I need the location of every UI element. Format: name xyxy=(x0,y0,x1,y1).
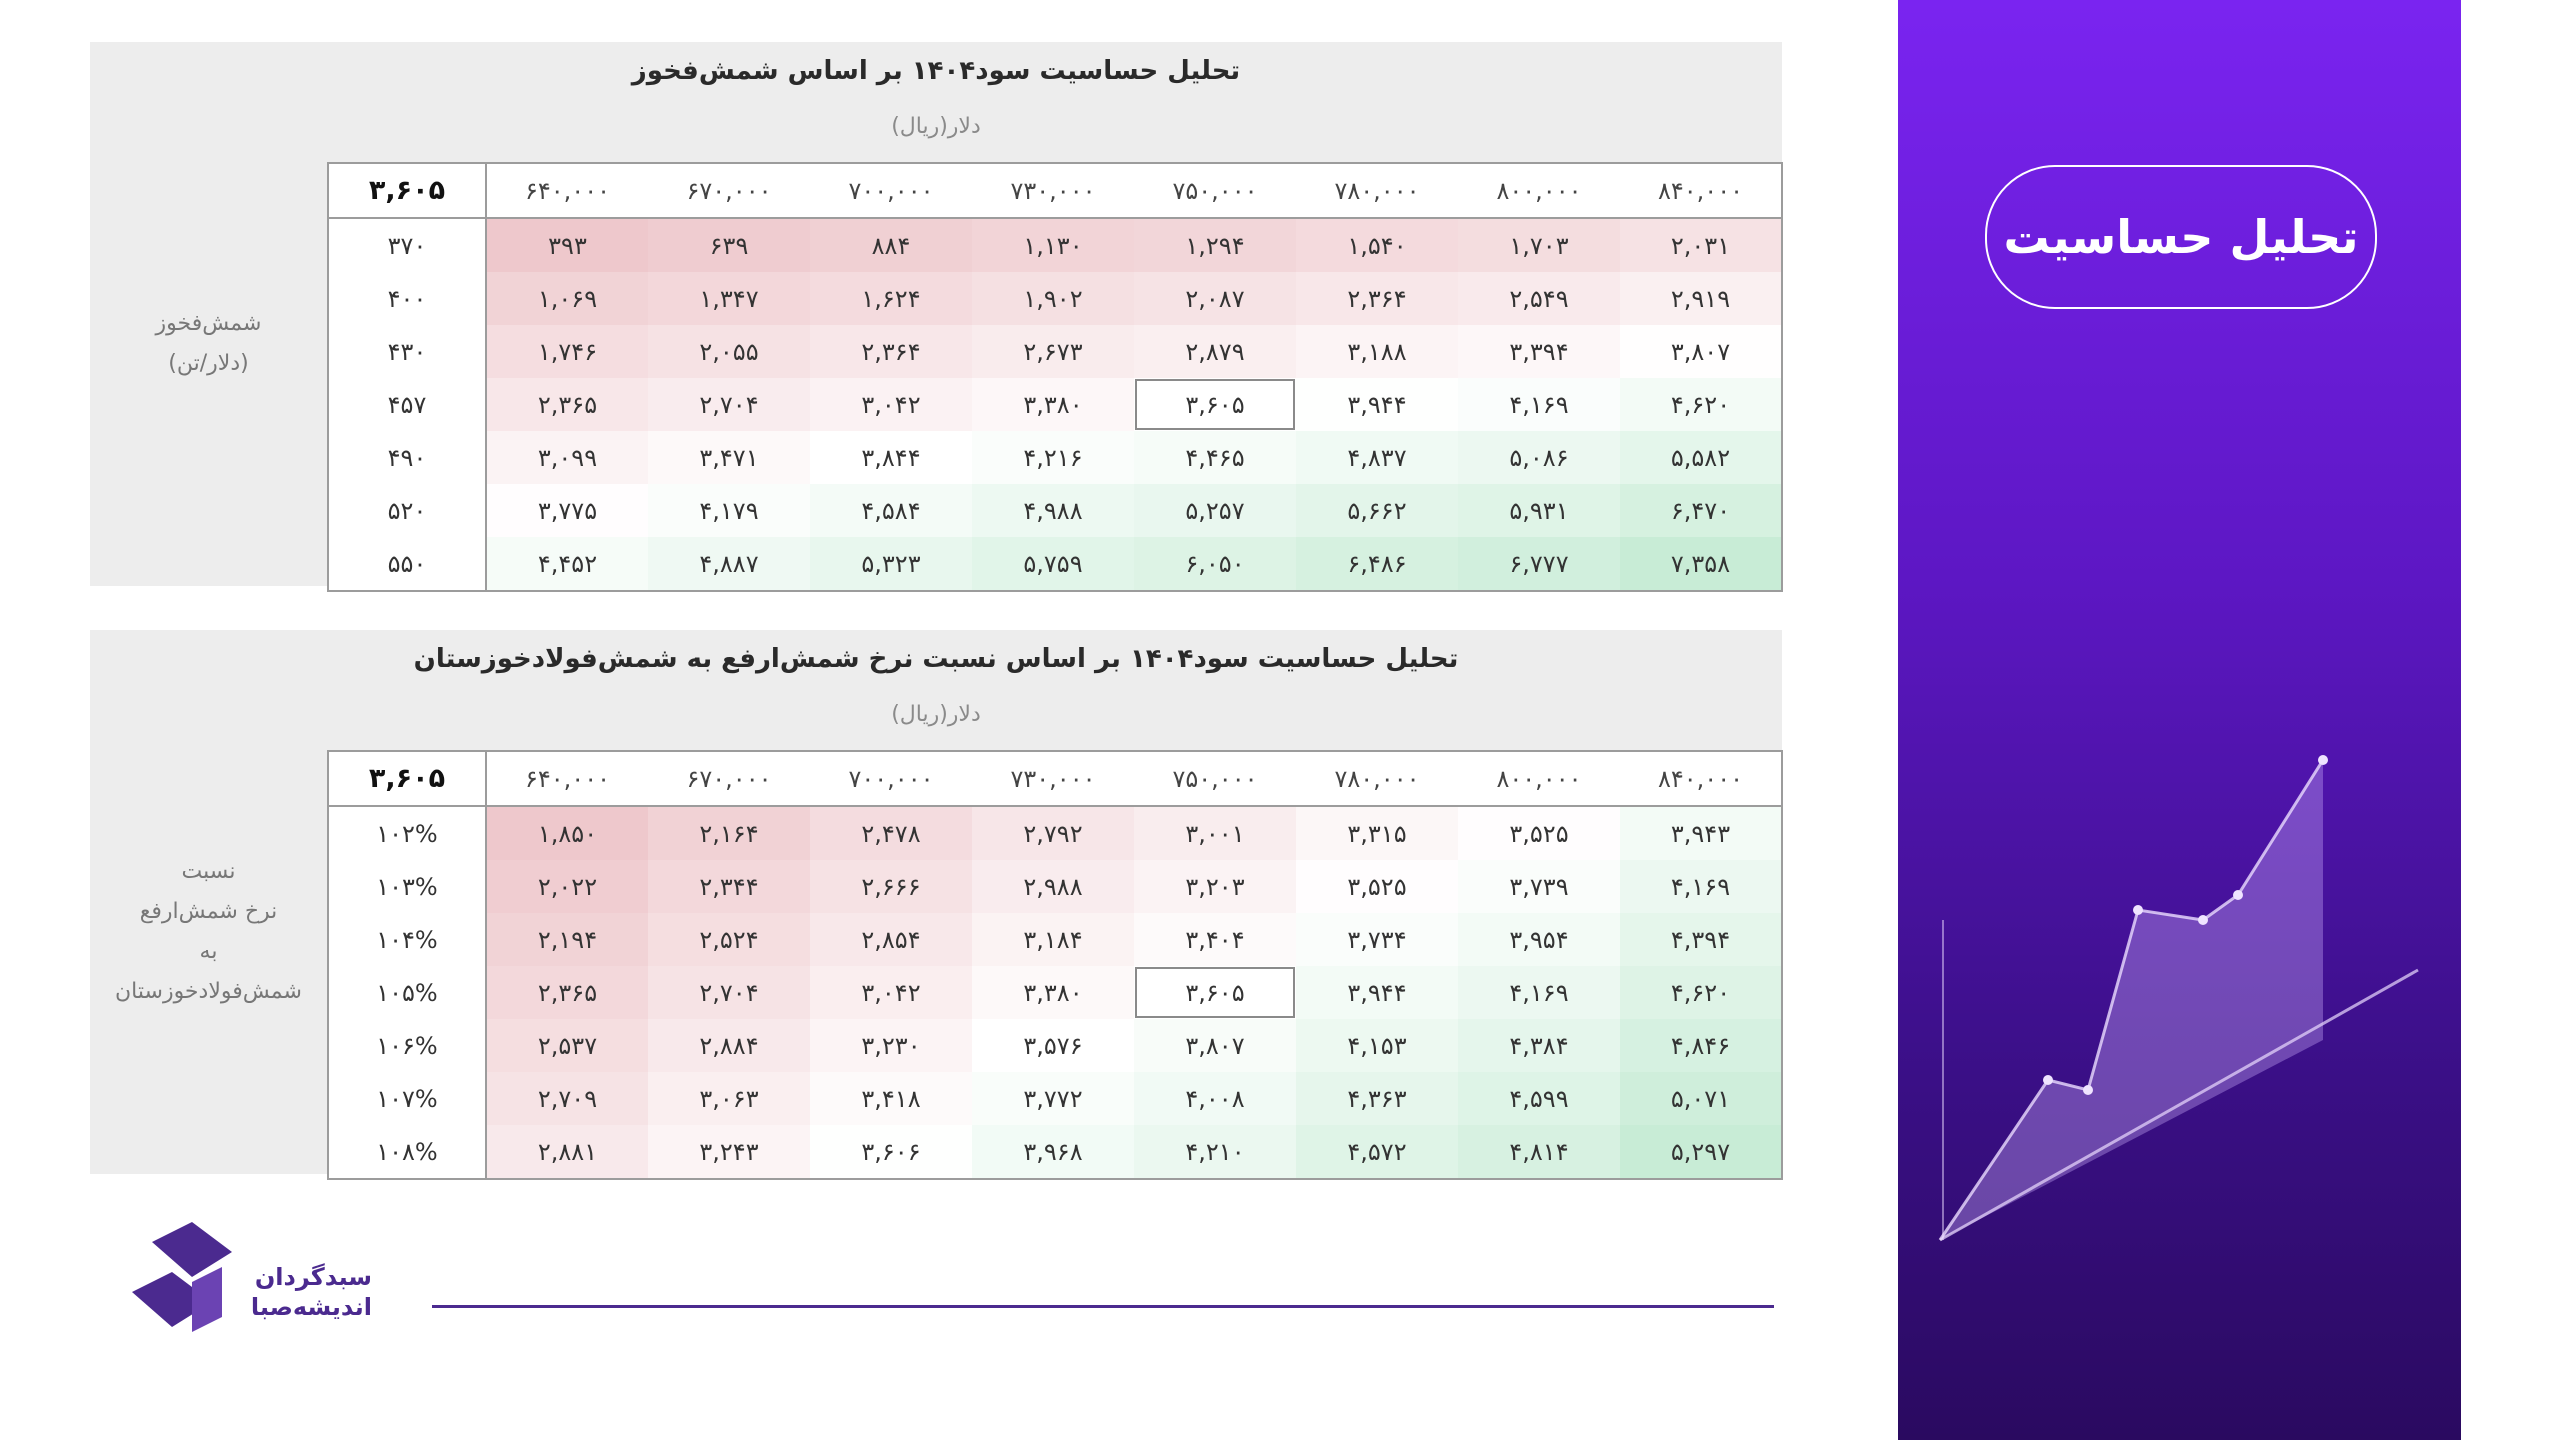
table-row xyxy=(328,378,1782,431)
table1-title: تحلیل حساسیت سود۱۴۰۴ بر اساس شمش‌فخوز xyxy=(631,56,1241,86)
table1-column-header: ۷۵۰,۰۰۰ xyxy=(1134,163,1296,218)
table2-value-cell: ۳,۰۰۱ xyxy=(1134,806,1296,860)
table1-value-cell: ۴,۱۷۹ xyxy=(648,484,810,537)
table2-value-cell: ۳,۹۴۴ xyxy=(1296,966,1458,1019)
logo-line-1: سبدگردان xyxy=(254,1263,372,1291)
table1-value-cell: ۳,۳۹۴ xyxy=(1458,325,1620,378)
table2-value-cell: ۴,۵۹۹ xyxy=(1458,1072,1620,1125)
table-row xyxy=(328,913,1782,966)
table2-value-cell: ۲,۸۸۱ xyxy=(486,1125,648,1179)
table2-value-cell: ۴,۱۶۹ xyxy=(1458,966,1620,1019)
table1-value-cell: ۳,۰۴۲ xyxy=(810,378,972,431)
table1-value-cell: ۵,۵۸۲ xyxy=(1620,431,1782,484)
table1-value-cell: ۱,۷۴۶ xyxy=(486,325,648,378)
illustration-area xyxy=(1940,760,2323,1240)
table2-column-header: ۸۴۰,۰۰۰ xyxy=(1620,751,1782,806)
table2-value-cell: ۲,۶۶۶ xyxy=(810,860,972,913)
growth-chart-illustration xyxy=(1898,720,2461,1280)
table2-row-header: ۱۰۵% xyxy=(328,966,486,1019)
table2-value-cell: ۳,۹۵۴ xyxy=(1458,913,1620,966)
table2-value-cell: ۴,۱۶۹ xyxy=(1620,860,1782,913)
table-row xyxy=(328,484,1782,537)
table2-value-cell: ۴,۶۲۰ xyxy=(1620,966,1782,1019)
table2-value-cell: ۳,۳۱۵ xyxy=(1296,806,1458,860)
sidebar xyxy=(1898,0,2461,1440)
table2-value-cell: ۳,۳۸۰ xyxy=(972,966,1134,1019)
table-row xyxy=(328,1125,1782,1179)
logo-line-2: اندیشه‌صبا xyxy=(250,1293,372,1321)
table2-subtitle: دلار(ریال) xyxy=(891,702,981,727)
table-row xyxy=(328,806,1782,860)
table2-value-cell: ۴,۳۹۴ xyxy=(1620,913,1782,966)
table1-value-cell: ۲,۹۱۹ xyxy=(1620,272,1782,325)
table2-row-axis-label-line2: نرخ شمش‌ارفع xyxy=(139,899,278,924)
table-row xyxy=(328,325,1782,378)
table2-value-cell: ۳,۱۸۴ xyxy=(972,913,1134,966)
table1-row-axis-label-line2: (دلار/تن) xyxy=(168,351,249,376)
table1-value-cell: ۲,۰۵۵ xyxy=(648,325,810,378)
table2-value-cell: ۴,۰۰۸ xyxy=(1134,1072,1296,1125)
table1-column-header: ۷۸۰,۰۰۰ xyxy=(1296,163,1458,218)
sidebar-title-pill: تحلیل حساسیت xyxy=(1985,165,2377,309)
table1-value-cell: ۲,۳۶۵ xyxy=(486,378,648,431)
table2-value-cell: ۳,۲۳۰ xyxy=(810,1019,972,1072)
table1-value-cell: ۴,۴۵۲ xyxy=(486,537,648,591)
table1-value-cell: ۱,۷۰۳ xyxy=(1458,218,1620,272)
table2-value-cell: ۳,۷۳۹ xyxy=(1458,860,1620,913)
table1-column-header: ۷۰۰,۰۰۰ xyxy=(810,163,972,218)
table2-value-cell: ۴,۲۱۰ xyxy=(1134,1125,1296,1179)
table1-value-cell: ۲,۳۶۴ xyxy=(1296,272,1458,325)
table2-value-cell: ۴,۸۴۶ xyxy=(1620,1019,1782,1072)
table1-value-cell: ۴,۸۳۷ xyxy=(1296,431,1458,484)
table1-column-header: ۷۳۰,۰۰۰ xyxy=(972,163,1134,218)
table1-value-cell: ۲,۶۷۳ xyxy=(972,325,1134,378)
table-row xyxy=(328,1072,1782,1125)
table2-title: تحلیل حساسیت سود۱۴۰۴ بر اساس نسبت نرخ شمش‌ارفع به شمش‌فولادخوزستان xyxy=(413,644,1459,674)
table2-value-cell: ۳,۵۲۵ xyxy=(1458,806,1620,860)
table2-value-cell: ۲,۷۹۲ xyxy=(972,806,1134,860)
table2-column-header: ۷۰۰,۰۰۰ xyxy=(810,751,972,806)
table2-value-cell: ۲,۵۲۴ xyxy=(648,913,810,966)
table1-value-cell: ۶,۷۷۷ xyxy=(1458,537,1620,591)
table1-value-cell: ۸۸۴ xyxy=(810,218,972,272)
table2-corner-value: ۳,۶۰۵ xyxy=(328,751,486,806)
table-row xyxy=(328,218,1782,272)
table2-value-cell: ۳,۴۱۸ xyxy=(810,1072,972,1125)
table-row xyxy=(328,272,1782,325)
table2-value-cell: ۴,۵۷۲ xyxy=(1296,1125,1458,1179)
table1-value-cell: ۲,۵۴۹ xyxy=(1458,272,1620,325)
table1-value-cell: ۲,۸۷۹ xyxy=(1134,325,1296,378)
table2-value-cell: ۳,۰۴۲ xyxy=(810,966,972,1019)
table1-value-cell: ۴,۶۲۰ xyxy=(1620,378,1782,431)
table2-value-cell: ۳,۰۶۳ xyxy=(648,1072,810,1125)
table-row xyxy=(328,1019,1782,1072)
table1-value-cell: ۵,۶۶۲ xyxy=(1296,484,1458,537)
table1-value-cell: ۵,۳۲۳ xyxy=(810,537,972,591)
table2-column-header: ۶۴۰,۰۰۰ xyxy=(486,751,648,806)
table1-value-cell: ۳,۷۷۵ xyxy=(486,484,648,537)
logo-text xyxy=(232,1262,372,1322)
table2-row-axis-label xyxy=(90,852,327,1012)
table2-value-cell: ۴,۳۸۴ xyxy=(1458,1019,1620,1072)
table1-row-header: ۵۲۰ xyxy=(328,484,486,537)
table2-value-cell: ۳,۵۲۵ xyxy=(1296,860,1458,913)
table1-value-cell: ۷,۳۵۸ xyxy=(1620,537,1782,591)
table1-column-header: ۸۴۰,۰۰۰ xyxy=(1620,163,1782,218)
table2-value-cell: ۳,۷۷۲ xyxy=(972,1072,1134,1125)
table1-value-cell: ۳,۳۸۰ xyxy=(972,378,1134,431)
table1-row-header: ۴۹۰ xyxy=(328,431,486,484)
logo-mark-side xyxy=(192,1267,222,1332)
table1-value-cell: ۳,۶۰۵ xyxy=(1134,378,1296,431)
illustration-point xyxy=(2043,1075,2053,1085)
table-row xyxy=(328,431,1782,484)
table1-value-cell: ۳,۸۴۴ xyxy=(810,431,972,484)
table2-row-header: ۱۰۴% xyxy=(328,913,486,966)
table2-value-cell: ۲,۱۶۴ xyxy=(648,806,810,860)
table1-row-header: ۴۵۷ xyxy=(328,378,486,431)
table2-row-header: ۱۰۲% xyxy=(328,806,486,860)
table2-value-cell: ۲,۷۰۹ xyxy=(486,1072,648,1125)
table1-value-cell: ۱,۱۳۰ xyxy=(972,218,1134,272)
table1-value-cell: ۴,۴۶۵ xyxy=(1134,431,1296,484)
table1-value-cell: ۲,۳۶۴ xyxy=(810,325,972,378)
table2-row-header: ۱۰۸% xyxy=(328,1125,486,1179)
table2-row-header: ۱۰۶% xyxy=(328,1019,486,1072)
table1-value-cell: ۳,۹۴۴ xyxy=(1296,378,1458,431)
table2-value-cell: ۴,۱۵۳ xyxy=(1296,1019,1458,1072)
table1-value-cell: ۴,۸۸۷ xyxy=(648,537,810,591)
table1-value-cell: ۱,۰۶۹ xyxy=(486,272,648,325)
table1-row-header: ۵۵۰ xyxy=(328,537,486,591)
table1-value-cell: ۴,۲۱۶ xyxy=(972,431,1134,484)
table2-value-cell: ۳,۹۴۳ xyxy=(1620,806,1782,860)
table2-value-cell: ۴,۳۶۳ xyxy=(1296,1072,1458,1125)
table2-value-cell: ۳,۸۰۷ xyxy=(1134,1019,1296,1072)
sensitivity-panel-2 xyxy=(90,630,1782,1174)
sensitivity-table-1 xyxy=(327,162,1783,592)
footer-divider xyxy=(432,1305,1774,1308)
table1-value-cell: ۵,۹۳۱ xyxy=(1458,484,1620,537)
table1-value-cell: ۶,۴۷۰ xyxy=(1620,484,1782,537)
table1-value-cell: ۲,۰۳۱ xyxy=(1620,218,1782,272)
table2-value-cell: ۲,۳۴۴ xyxy=(648,860,810,913)
table2-row-axis-label-line4: شمش‌فولادخوزستان xyxy=(115,979,302,1004)
table1-value-cell: ۲,۷۰۴ xyxy=(648,378,810,431)
table1-row-header: ۴۰۰ xyxy=(328,272,486,325)
table1-row-header: ۴۳۰ xyxy=(328,325,486,378)
table1-value-cell: ۳,۱۸۸ xyxy=(1296,325,1458,378)
table1-subtitle: دلار(ریال) xyxy=(891,114,981,139)
table1-value-cell: ۳,۸۰۷ xyxy=(1620,325,1782,378)
table2-column-header: ۷۵۰,۰۰۰ xyxy=(1134,751,1296,806)
table2-column-header: ۸۰۰,۰۰۰ xyxy=(1458,751,1620,806)
table2-value-cell: ۲,۳۶۵ xyxy=(486,966,648,1019)
table2-column-header: ۷۸۰,۰۰۰ xyxy=(1296,751,1458,806)
table2-value-cell: ۳,۷۳۴ xyxy=(1296,913,1458,966)
table2-column-header: ۶۷۰,۰۰۰ xyxy=(648,751,810,806)
table-row xyxy=(328,860,1782,913)
table1-row-header: ۳۷۰ xyxy=(328,218,486,272)
table2-value-cell: ۳,۲۴۳ xyxy=(648,1125,810,1179)
table2-value-cell: ۲,۸۵۴ xyxy=(810,913,972,966)
table1-value-cell: ۳,۴۷۱ xyxy=(648,431,810,484)
table2-value-cell: ۳,۶۰۶ xyxy=(810,1125,972,1179)
illustration-point xyxy=(2133,905,2143,915)
table1-value-cell: ۱,۹۰۲ xyxy=(972,272,1134,325)
table1-value-cell: ۱,۵۴۰ xyxy=(1296,218,1458,272)
table2-value-cell: ۲,۴۷۸ xyxy=(810,806,972,860)
table2-value-cell: ۲,۹۸۸ xyxy=(972,860,1134,913)
table2-value-cell: ۳,۶۰۵ xyxy=(1134,966,1296,1019)
table1-value-cell: ۵,۰۸۶ xyxy=(1458,431,1620,484)
table1-value-cell: ۶,۴۸۶ xyxy=(1296,537,1458,591)
table1-value-cell: ۵,۲۵۷ xyxy=(1134,484,1296,537)
table1-corner-value: ۳,۶۰۵ xyxy=(328,163,486,218)
table2-value-cell: ۳,۵۷۶ xyxy=(972,1019,1134,1072)
table2-value-cell: ۲,۰۲۲ xyxy=(486,860,648,913)
table1-row-axis-label-line1: شمش‌فخوز xyxy=(155,311,262,336)
table1-value-cell: ۵,۷۵۹ xyxy=(972,537,1134,591)
table1-value-cell: ۱,۳۴۷ xyxy=(648,272,810,325)
table2-value-cell: ۳,۲۰۳ xyxy=(1134,860,1296,913)
table2-value-cell: ۵,۲۹۷ xyxy=(1620,1125,1782,1179)
table1-row-axis-label xyxy=(90,304,327,384)
table2-row-axis-label-line1: نسبت xyxy=(181,859,236,884)
table1-column-header: ۶۴۰,۰۰۰ xyxy=(486,163,648,218)
table2-value-cell: ۳,۹۶۸ xyxy=(972,1125,1134,1179)
table1-value-cell: ۴,۱۶۹ xyxy=(1458,378,1620,431)
table1-value-cell: ۴,۵۸۴ xyxy=(810,484,972,537)
table2-value-cell: ۱,۸۵۰ xyxy=(486,806,648,860)
table2-value-cell: ۴,۸۱۴ xyxy=(1458,1125,1620,1179)
illustration-point xyxy=(2198,915,2208,925)
table-row xyxy=(328,966,1782,1019)
table1-value-cell: ۱,۶۲۴ xyxy=(810,272,972,325)
table2-row-header: ۱۰۷% xyxy=(328,1072,486,1125)
sensitivity-panel-1 xyxy=(90,42,1782,586)
table2-row-header: ۱۰۳% xyxy=(328,860,486,913)
table1-value-cell: ۱,۲۹۴ xyxy=(1134,218,1296,272)
table1-column-header: ۶۷۰,۰۰۰ xyxy=(648,163,810,218)
table2-value-cell: ۵,۰۷۱ xyxy=(1620,1072,1782,1125)
table1-value-cell: ۴,۹۸۸ xyxy=(972,484,1134,537)
table2-column-header: ۷۳۰,۰۰۰ xyxy=(972,751,1134,806)
table1-value-cell: ۳,۰۹۹ xyxy=(486,431,648,484)
table2-value-cell: ۲,۵۳۷ xyxy=(486,1019,648,1072)
table1-value-cell: ۳۹۳ xyxy=(486,218,648,272)
table1-value-cell: ۶,۰۵۰ xyxy=(1134,537,1296,591)
table2-value-cell: ۲,۸۸۴ xyxy=(648,1019,810,1072)
table2-value-cell: ۲,۷۰۴ xyxy=(648,966,810,1019)
table-row xyxy=(328,537,1782,591)
table2-value-cell: ۳,۴۰۴ xyxy=(1134,913,1296,966)
illustration-point xyxy=(2083,1085,2093,1095)
sensitivity-table-2 xyxy=(327,750,1783,1180)
table2-value-cell: ۲,۱۹۴ xyxy=(486,913,648,966)
table2-row-axis-label-line3: به xyxy=(199,939,218,964)
illustration-point xyxy=(2318,755,2328,765)
table1-column-header: ۸۰۰,۰۰۰ xyxy=(1458,163,1620,218)
illustration-point xyxy=(2233,890,2243,900)
table1-value-cell: ۲,۰۸۷ xyxy=(1134,272,1296,325)
table1-value-cell: ۶۳۹ xyxy=(648,218,810,272)
